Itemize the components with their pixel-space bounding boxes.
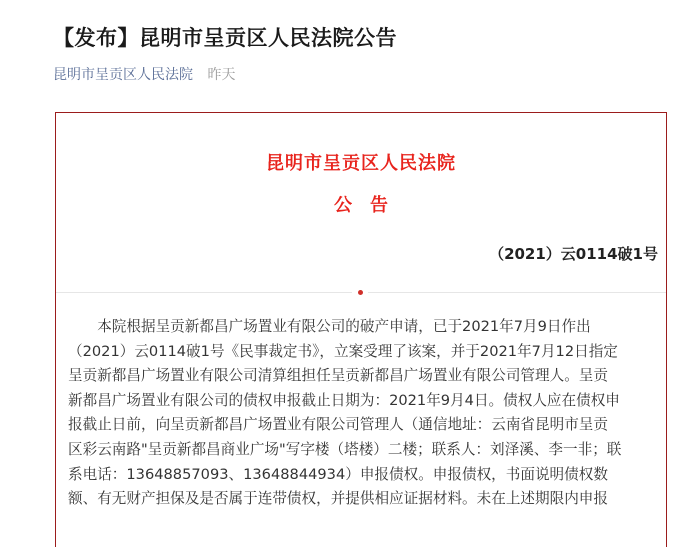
article-meta — [53, 64, 235, 84]
notice-body — [68, 315, 658, 512]
body-line: 新都昌广场置业有限公司的债权申报截止日期为：2021年9月4日。债权人应在债权申 — [68, 391, 620, 409]
divider-dot-icon — [358, 290, 363, 295]
publish-time: 昨天 — [207, 67, 236, 83]
body-line: 报截止日前，向呈贡新都昌广场置业有限公司管理人（通信地址：云南省昆明市呈贡 — [68, 416, 608, 434]
article-title: 【发布】昆明市呈贡区人民法院公告 — [53, 26, 397, 50]
account-name-link[interactable]: 昆明市呈贡区人民法院 — [53, 67, 193, 83]
body-line: 额、有无财产担保及是否属于连带债权，并提供相应证据材料。未在上述期限内申报 — [68, 490, 608, 508]
body-line: 本院根据呈贡新都昌广场置业有限公司的破产申请，已于2021年7月9日作出 — [68, 318, 591, 335]
court-name-heading: 昆明市呈贡区人民法院 — [266, 153, 456, 174]
case-number: （2021）云0114破1号 — [489, 245, 658, 263]
body-line: 区彩云南路"呈贡新都昌商业广场"写字楼（塔楼）二楼；联系人：刘泽溪、李一非；联 — [68, 440, 622, 458]
body-line: 呈贡新都昌广场置业有限公司清算组担任呈贡新都昌广场置业有限公司管理人。呈贡 — [68, 367, 608, 385]
notice-frame — [55, 112, 667, 547]
divider-line-right — [368, 292, 666, 293]
divider-line-left — [56, 292, 352, 293]
notice-heading: 公 告 — [334, 195, 388, 216]
body-line: 系电话：13648857093、13648844934）申报债权。申报债权，书面说明债权数 — [68, 465, 608, 483]
body-line: （2021）云0114破1号《民事裁定书》，立案受理了该案，并于2021年7月12日指定 — [68, 342, 618, 360]
